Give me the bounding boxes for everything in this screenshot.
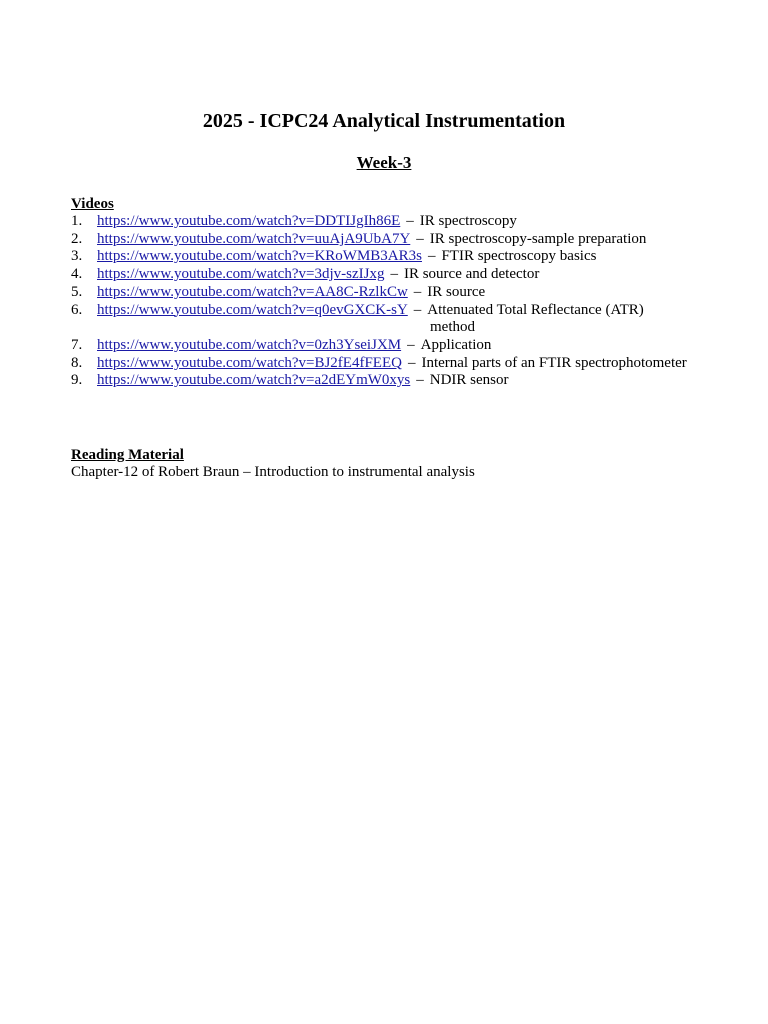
item-dash: – xyxy=(407,336,415,353)
item-description: FTIR spectroscopy basics xyxy=(441,248,597,265)
video-link[interactable]: https://www.youtube.com/watch?v=DDTIJgIh86E xyxy=(97,213,401,229)
item-description: IR spectroscopy-sample preparation xyxy=(429,230,647,247)
item-number: 4. xyxy=(71,266,83,283)
item-dash: – xyxy=(427,248,436,265)
list-item xyxy=(71,248,711,266)
item-dash: – xyxy=(406,213,414,229)
item-description: Internal parts of an FTIR spectrophotometer xyxy=(421,354,687,371)
document-title: 2025 - ICPC24 Analytical Instrumentation xyxy=(202,110,566,132)
videos-heading: Videos xyxy=(71,196,114,212)
video-link[interactable]: https://www.youtube.com/watch?v=a2dEYmW0xys xyxy=(97,372,411,389)
list-item xyxy=(71,372,711,390)
item-number: 9. xyxy=(71,372,83,389)
video-link[interactable]: https://www.youtube.com/watch?v=AA8C-RzlkCw xyxy=(97,283,408,300)
item-dash: – xyxy=(416,230,424,247)
week-heading xyxy=(0,153,768,173)
item-dash: – xyxy=(413,301,422,318)
item-dash: – xyxy=(416,372,424,389)
item-description: IR source xyxy=(427,283,486,300)
list-item xyxy=(71,355,711,373)
item-description: NDIR sensor xyxy=(429,372,509,389)
item-number: 6. xyxy=(71,301,83,318)
item-number: 8. xyxy=(71,354,83,371)
item-number: 2. xyxy=(71,230,83,247)
item-dash: – xyxy=(413,283,422,300)
item-number: 3. xyxy=(71,248,83,265)
video-link[interactable]: https://www.youtube.com/watch?v=3djv-szIJxg xyxy=(97,266,385,283)
video-link[interactable]: https://www.youtube.com/watch?v=q0evGXCK-sY xyxy=(97,301,408,318)
item-dash: – xyxy=(407,354,416,371)
item-number: 5. xyxy=(71,283,83,300)
video-link[interactable]: https://www.youtube.com/watch?v=uuAjA9UbA7Y xyxy=(97,230,411,247)
item-number: 7. xyxy=(71,336,83,353)
reading-material-text: Chapter-12 of Robert Braun – Introduction to instrumental analysis xyxy=(71,464,475,480)
item-description: Application xyxy=(420,336,492,353)
list-item xyxy=(71,231,711,249)
list-item xyxy=(71,213,711,231)
list-item xyxy=(71,266,711,284)
reading-material-heading: Reading Material xyxy=(71,447,184,463)
video-link[interactable]: https://www.youtube.com/watch?v=KRoWMB3AR3s xyxy=(97,248,422,265)
item-description-continued: method xyxy=(430,319,475,336)
item-number: 1. xyxy=(71,213,83,229)
video-link[interactable]: https://www.youtube.com/watch?v=BJ2fE4fFEEQ xyxy=(97,354,402,371)
list-item xyxy=(71,337,711,355)
item-dash: – xyxy=(390,266,398,283)
list-item xyxy=(71,284,711,302)
week-label: Week-3 xyxy=(356,153,412,172)
video-list xyxy=(71,213,711,390)
item-description: Attenuated Total Reflectance (ATR) xyxy=(427,301,644,318)
video-link[interactable]: https://www.youtube.com/watch?v=0zh3YseiJXM xyxy=(97,336,402,353)
list-item xyxy=(71,302,711,337)
item-description: IR spectroscopy xyxy=(419,213,517,229)
item-description: IR source and detector xyxy=(403,266,540,283)
